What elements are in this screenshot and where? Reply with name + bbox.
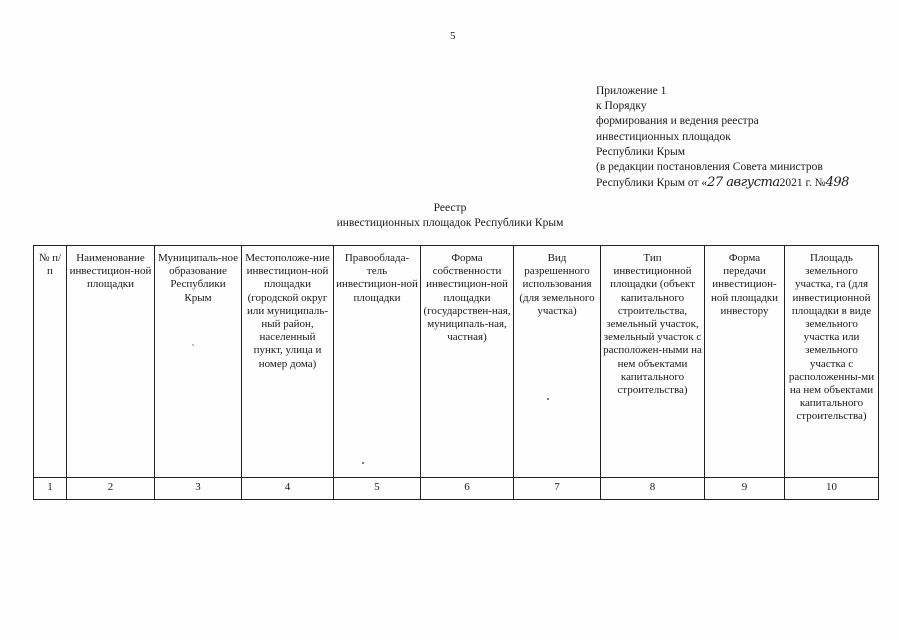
appendix-line: Республики Крым bbox=[596, 145, 685, 158]
registry-title-line1: Реестр bbox=[433, 202, 467, 214]
appendix-last-line bbox=[596, 175, 849, 191]
registry-title bbox=[0, 201, 900, 231]
scan-speck bbox=[362, 462, 364, 464]
number-cell: 2 bbox=[67, 478, 155, 500]
page-number: 5 bbox=[450, 30, 456, 42]
table-header-row bbox=[34, 246, 879, 478]
header-cell: № п/п bbox=[34, 246, 67, 478]
header-cell: Форма собственности инвестицион-ной площадки (государствен-ная, муниципаль-ная, частная) bbox=[421, 246, 514, 478]
appendix-line: формирования и ведения реестра bbox=[596, 115, 759, 128]
header-cell: Вид разрешенного использования (для земельного участка) bbox=[514, 246, 601, 478]
handwritten-number: 498 bbox=[825, 175, 849, 191]
header-cell: Правооблада-тель инвестицион-ной площадки bbox=[334, 246, 421, 478]
number-cell: 10 bbox=[785, 478, 879, 500]
appendix-last-prefix: Республики Крым от « bbox=[596, 177, 708, 190]
number-cell: 8 bbox=[601, 478, 705, 500]
number-cell: 3 bbox=[155, 478, 242, 500]
appendix-block bbox=[596, 84, 849, 191]
number-cell: 4 bbox=[242, 478, 334, 500]
appendix-line: (в редакции постановления Совета министров bbox=[596, 161, 823, 174]
header-cell: Наименование инвестицион-ной площадки bbox=[67, 246, 155, 478]
header-cell: Площадь земельного участка, га (для инвестиционной площадки в виде земельного участка или земельного участка с расположенны-ми на нем объектами капитального строительства) bbox=[785, 246, 879, 478]
header-cell: Тип инвестиционной площадки (объект капитального строительства, земельный участок, земельный участок с расположен-ными на нем объектами капитального строительства) bbox=[601, 246, 705, 478]
appendix-line: инвестиционных площадок bbox=[596, 130, 731, 143]
header-cell: Муниципаль-ное образование Республики Крым bbox=[155, 246, 242, 478]
header-cell: Форма передачи инвестицион-ной площадки инвестору bbox=[705, 246, 785, 478]
scan-speck bbox=[547, 398, 549, 400]
table-number-row bbox=[34, 478, 879, 500]
number-cell: 5 bbox=[334, 478, 421, 500]
registry-table bbox=[33, 245, 879, 500]
registry-title-line2: инвестиционных площадок Республики Крым bbox=[336, 217, 564, 229]
number-cell: 7 bbox=[514, 478, 601, 500]
appendix-last-year: 2021 г. № bbox=[779, 177, 826, 190]
appendix-line: к Порядку bbox=[596, 100, 647, 113]
number-cell: 1 bbox=[34, 478, 67, 500]
handwritten-date: 27 августа bbox=[707, 175, 780, 191]
number-cell: 9 bbox=[705, 478, 785, 500]
number-cell: 6 bbox=[421, 478, 514, 500]
appendix-line: Приложение 1 bbox=[596, 85, 667, 97]
header-cell: Местоположе-ние инвестицион-ной площадки (городской округ или муниципаль-ный район, населенный пункт, улица и номер дома) bbox=[242, 246, 334, 478]
scan-speck bbox=[192, 344, 194, 346]
